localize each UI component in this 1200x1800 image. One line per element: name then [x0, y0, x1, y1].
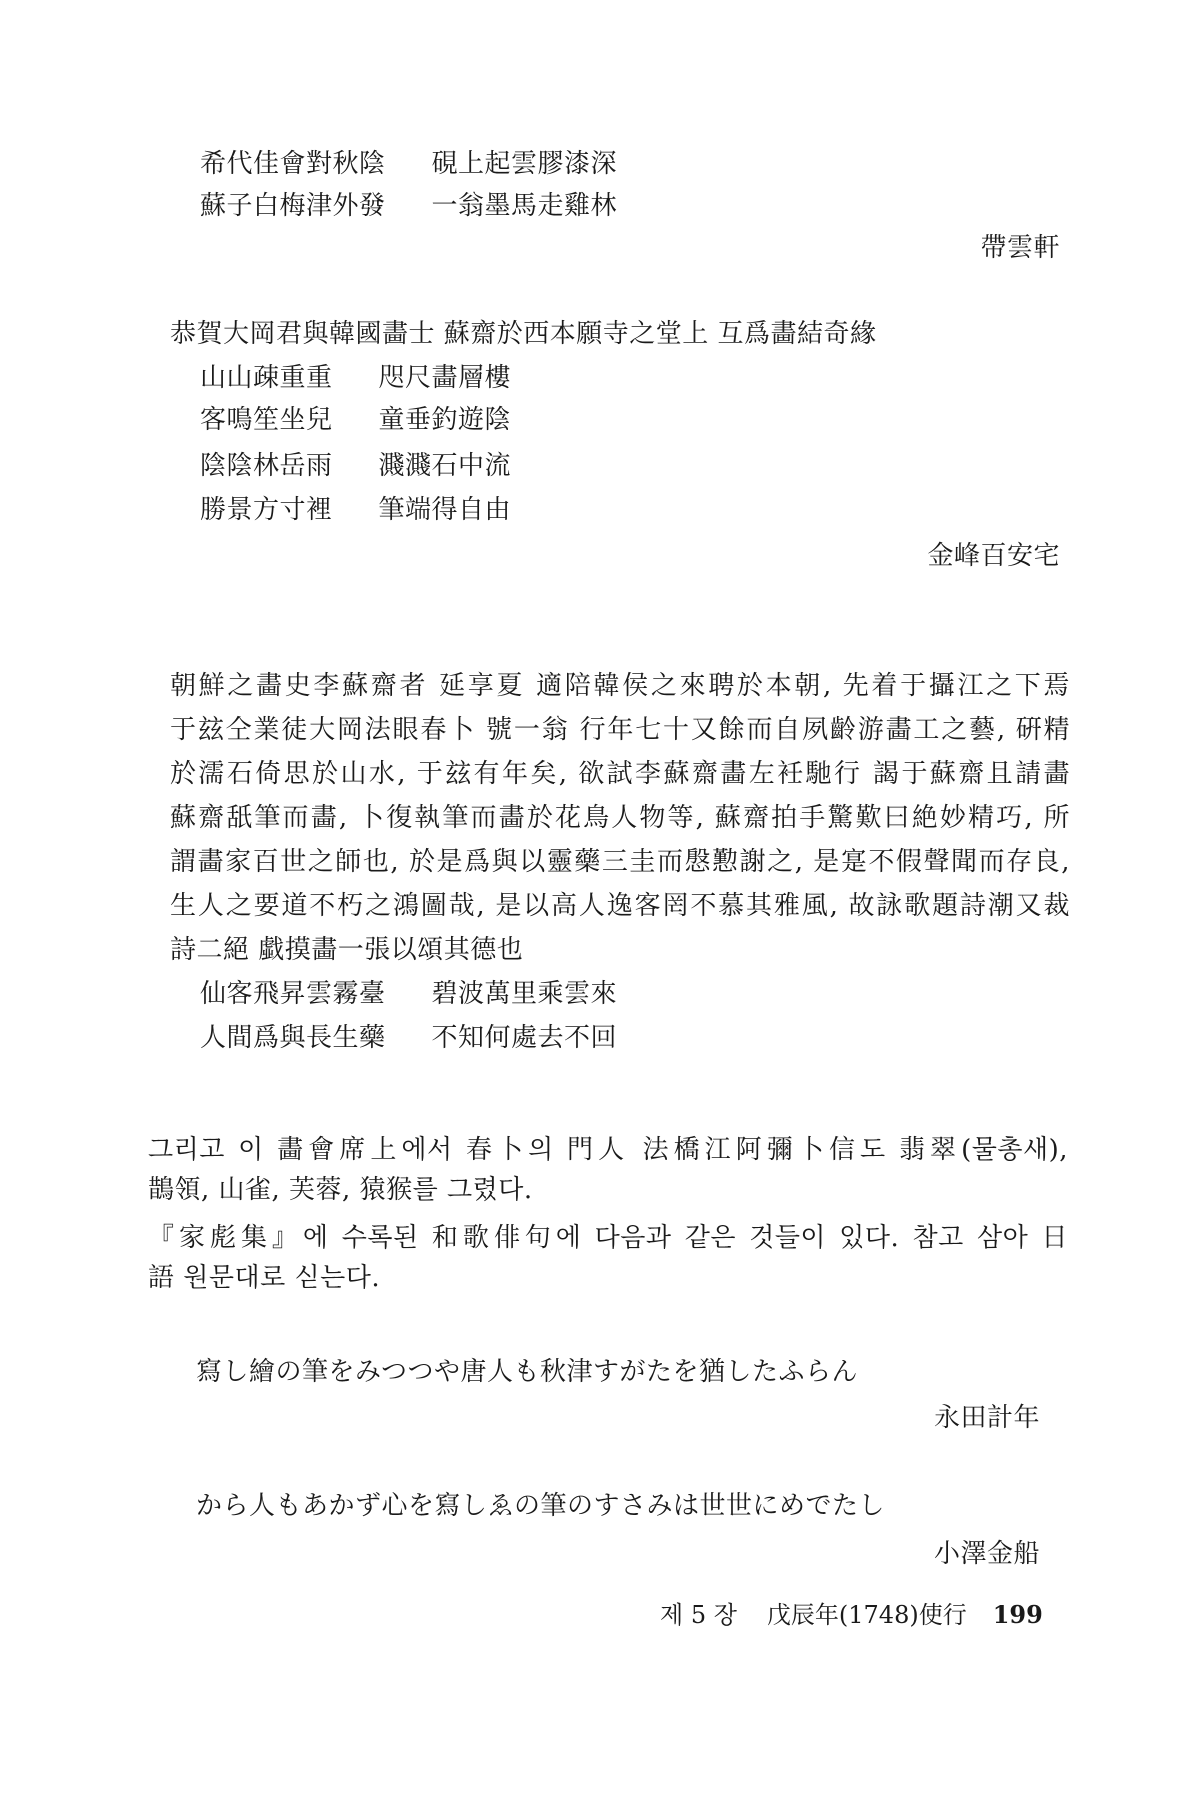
poem1-line-1-first-half: 希代佳會對秋陰 — [200, 149, 386, 179]
korean-line-2: 鵲領, 山雀, 芙蓉, 猿猴를 그렸다. — [148, 1175, 533, 1205]
poem1-line-2 — [200, 190, 617, 222]
prose-verse-line-1-second-half: 碧波萬里乘雲來 — [431, 979, 618, 1009]
prose-line-7: 詩二絕 戱摸畵一張以頌其德也 — [170, 935, 524, 965]
poem2-line-4 — [200, 494, 511, 526]
haiku-2-text: から人もあかず心を寫しゑの筆のすさみは世世にめでたし — [196, 1491, 886, 1521]
poem2-line-1-second-half: 咫尺畵層樓 — [378, 363, 512, 393]
prose-line-3: 於濡石倚思於山水, 于玆有年矣, 欲試李蘇齋畵左衽馳行 謁于蘇齋且請畵 — [170, 759, 1070, 789]
poem1-author: 帶雲軒 — [980, 233, 1060, 263]
haiku-2-author: 小澤金船 — [933, 1539, 1040, 1569]
poem1-line-1-second-half: 硯上起雲膠漆深 — [431, 149, 618, 179]
poem2-line-3-second-half: 濺濺石中流 — [378, 451, 512, 481]
poem2-line-2-second-half: 童垂釣遊陰 — [378, 405, 512, 435]
poem2-title: 恭賀大岡君與韓國畵士 蘇齋於西本願寺之堂上 互爲畵結奇緣 — [170, 319, 877, 349]
poem1-line-1 — [200, 148, 617, 180]
prose-line-5: 謂畵家百世之師也, 於是爲與以靈藥三圭而慇懃謝之, 是寔不假聲聞而存良, — [170, 847, 1070, 877]
prose-verse-line-1-first-half: 仙客飛昇雲霧臺 — [200, 979, 386, 1009]
page-footer — [660, 1600, 1043, 1630]
footer-title: 戊辰年(1748)使行 — [766, 1601, 967, 1629]
footer-chapter: 제 5 장 — [660, 1601, 737, 1629]
page-number: 199 — [992, 1600, 1043, 1629]
poem2-line-2 — [200, 404, 511, 436]
prose-line-1: 朝鮮之畵史李蘇齋者 延享夏 適陪韓侯之來聘於本朝, 先着于攝江之下焉 — [170, 671, 1070, 701]
prose-line-2: 于玆仝業徒大岡法眼春卜 號一翁 行年七十又餘而自夙齡游畵工之藝, 硏精 — [170, 715, 1070, 745]
poem2-line-3-first-half: 陰陰林岳雨 — [200, 451, 333, 481]
prose-line-4: 蘇齋舐筆而畵, 卜復執筆而畵於花鳥人物等, 蘇齋拍手驚歎曰絶妙精巧, 所 — [170, 803, 1070, 833]
poem1-line-2-first-half: 蘇子白梅津外發 — [200, 191, 386, 221]
prose-line-6: 生人之要道不朽之鴻圖哉, 是以高人逸客罔不慕其雅風, 故詠歌題詩潮又裁 — [170, 891, 1070, 921]
poem2-line-2-first-half: 客鳴笙坐兒 — [200, 405, 333, 435]
poem2-author: 金峰百安宅 — [927, 541, 1060, 571]
poem2-line-4-first-half: 勝景方寸裡 — [200, 495, 333, 525]
prose-verse-line-2 — [200, 1022, 617, 1054]
poem2-line-3 — [200, 450, 511, 482]
haiku-1-text: 寫し繪の筆をみつつや唐人も秋津すがたを猶したふらん — [196, 1357, 858, 1387]
poem2-line-4-second-half: 筆端得自由 — [378, 495, 512, 525]
prose-verse-line-1 — [200, 978, 617, 1010]
korean-line-4: 語 원문대로 싣는다. — [148, 1263, 381, 1293]
prose-verse-line-2-second-half: 不知何處去不回 — [431, 1023, 618, 1053]
poem2-line-1-first-half: 山山疎重重 — [200, 363, 333, 393]
korean-line-3: 『家彪集』에 수록된 和歌俳句에 다음과 같은 것들이 있다. 참고 삼아 日 — [148, 1223, 1068, 1253]
prose-verse-line-2-first-half: 人間爲與長生藥 — [200, 1023, 386, 1053]
haiku-1-author: 永田計年 — [933, 1403, 1040, 1433]
korean-line-1: 그리고 이 畵會席上에서 春卜의 門人 法橋江阿彌卜信도 翡翠(물총새), — [148, 1135, 1068, 1165]
poem2-line-1 — [200, 362, 511, 394]
poem1-line-2-second-half: 一翁墨馬走雞林 — [431, 191, 618, 221]
